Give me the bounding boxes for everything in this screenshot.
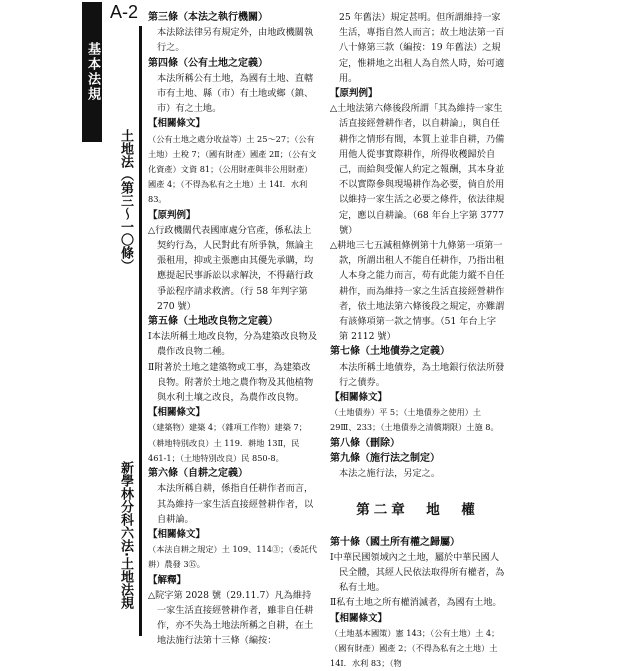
article-heading: 第六條（自耕之定義） — [148, 468, 248, 480]
side-book-title: 新學林分科六法·土地法規 — [118, 461, 133, 609]
article-heading: 第五條（土地改良物之定義） — [148, 316, 278, 328]
section-label: 【解釋】 — [148, 574, 187, 586]
section-label: 【相關條文】 — [330, 392, 388, 404]
article-text: 25 年舊法）規定甚明。但所謂維持一家生活，專指自然人而言；故土地法第一百八十條第三款（編按：19 年舊法）之規定，惟耕地之出租人為自然人時，始可適用。 — [339, 12, 505, 84]
side-law-title: 土地法（第三～一〇條） — [118, 128, 133, 272]
section-label: 【原判例】 — [148, 209, 196, 221]
related-articles: （建築物）建築 4；（雜項工作物）建築 7；（耕地特別改良）土 119．耕地 13Ⅱ，民 461-1；（土地特別改良）民 850-8。 — [148, 422, 307, 463]
article-heading: 第七條（土地債券之定義） — [330, 346, 450, 358]
article-heading: 第四條（公有土地之定義） — [148, 57, 268, 69]
section-label: 【原判例】 — [330, 88, 378, 100]
article-heading: 第九條（施行法之制定） — [330, 452, 440, 464]
category-tab: 基本法規 — [82, 2, 102, 142]
article-heading: 第三條（本法之執行機關） — [148, 12, 268, 23]
paragraph: △行政機關代表國庫處分官產，係私法上契約行為，人民對此有所爭執，無論主張租用，抑或主張應由其優先承購，均應提起民事訴訟以求解決，不得藉行政爭訟程序請求救濟。（行 58 年判字第 270 號） — [148, 224, 314, 312]
text-column-left — [148, 10, 318, 649]
related-articles: （公有土地之處分收益等）土 25～27；（公有土地）土稅 7；（國有財產）國產 2Ⅱ；（公有文化資產）文資 81；（公用財產與非公用財產）國產 4；（不得為私有之土地）土 14Ⅰ．水利 83。 — [148, 133, 317, 205]
article-text: 本法所稱自耕，係指自任耕作者而言，其為維持一家生活直接經營耕作者，以自耕論。 — [157, 483, 314, 525]
article-text: 本法除法律另有規定外，由地政機關執行之。 — [157, 27, 314, 54]
article-text: 本法所稱公有土地，為國有土地、直轄市有土地、縣（市）有土地或鄉（鎮、市）有之土地。 — [157, 72, 314, 115]
article-heading: 第八條（刪除） — [330, 437, 400, 449]
section-label: 【相關條文】 — [330, 612, 388, 624]
section-label: 【相關條文】 — [148, 528, 206, 540]
chapter-heading: 第二章 地 權 — [356, 502, 479, 519]
paragraph: △耕地三七五減租條例第十九條第一項第一款，所謂出租人不能自任耕作，乃指出租人本身之能力而言，苟有此能力縱不自任耕作，而為維持一家之生活直接經營耕作者，依土地法第六條後段之規定，亦難謂有該條項第一款之情事。（51 年台上字第 2112 號） — [330, 240, 505, 343]
paragraph: △土地法第六條後段所謂「其為維持一家生活直接經營耕作者，以自耕論」，與自任耕作之情形有間，本質上並非自耕，乃備用他人從事實際耕作，所得收穫歸於自己，而給與受僱人約定之報酬，其本身並不以實際參與現場耕作為必要，倘自於用以維持一家生活之必要之條件，依法律規定，應以自耕論。（68 年台上字第 3777 號） — [330, 103, 505, 236]
paragraph: Ⅱ私有土地之所有權消滅者，為國有土地。 — [330, 597, 502, 609]
paragraph: △院字第 2028 號（29.11.7）凡為維持一家生活直接經營耕作者，雖非自任耕作，亦不失為土地法所稱之自耕，在土地法施行法第十三條（編按： — [148, 589, 314, 647]
related-articles: （土地債券）平 5；（土地債券之使用）土 29Ⅲ、233；（土地債券之清償期限）土施 8。 — [330, 407, 499, 433]
article-text: 本法所稱土地債券，為土地銀行依法所發行之債券。 — [339, 361, 505, 388]
section-label: 【相關條文】 — [148, 407, 206, 419]
related-articles: （本法自耕之規定）土 109、114③；（委託代耕）農發 3⑮。 — [148, 544, 317, 570]
text-column-right — [330, 10, 505, 671]
article-text: 本法之施行法，另定之。 — [339, 468, 441, 480]
related-articles: （土地基本國策）憲 143；（公有土地）土 4；（國有財產）國產 2；（不得為私有之土地）土 14Ⅰ．水利 83；（物 — [330, 627, 500, 669]
margin-rule — [139, 26, 142, 636]
paragraph: Ⅰ本法所稱土地改良物，分為建築改良物及農作改良物二種。 — [148, 331, 318, 358]
paragraph: Ⅱ附著於土地之建築物或工事，為建築改良物。附著於土地之農作物及其他植物與水利土壤之改良，為農作改良物。 — [148, 361, 314, 404]
page-number: A-2 — [110, 2, 139, 22]
article-heading: 第十條（國土所有權之歸屬） — [330, 536, 460, 548]
section-label: 【相關條文】 — [148, 118, 206, 130]
paragraph: Ⅰ中華民國領域內之土地，屬於中華民國人民全體，其經人民依法取得所有權者，為私有土地。 — [330, 551, 505, 594]
